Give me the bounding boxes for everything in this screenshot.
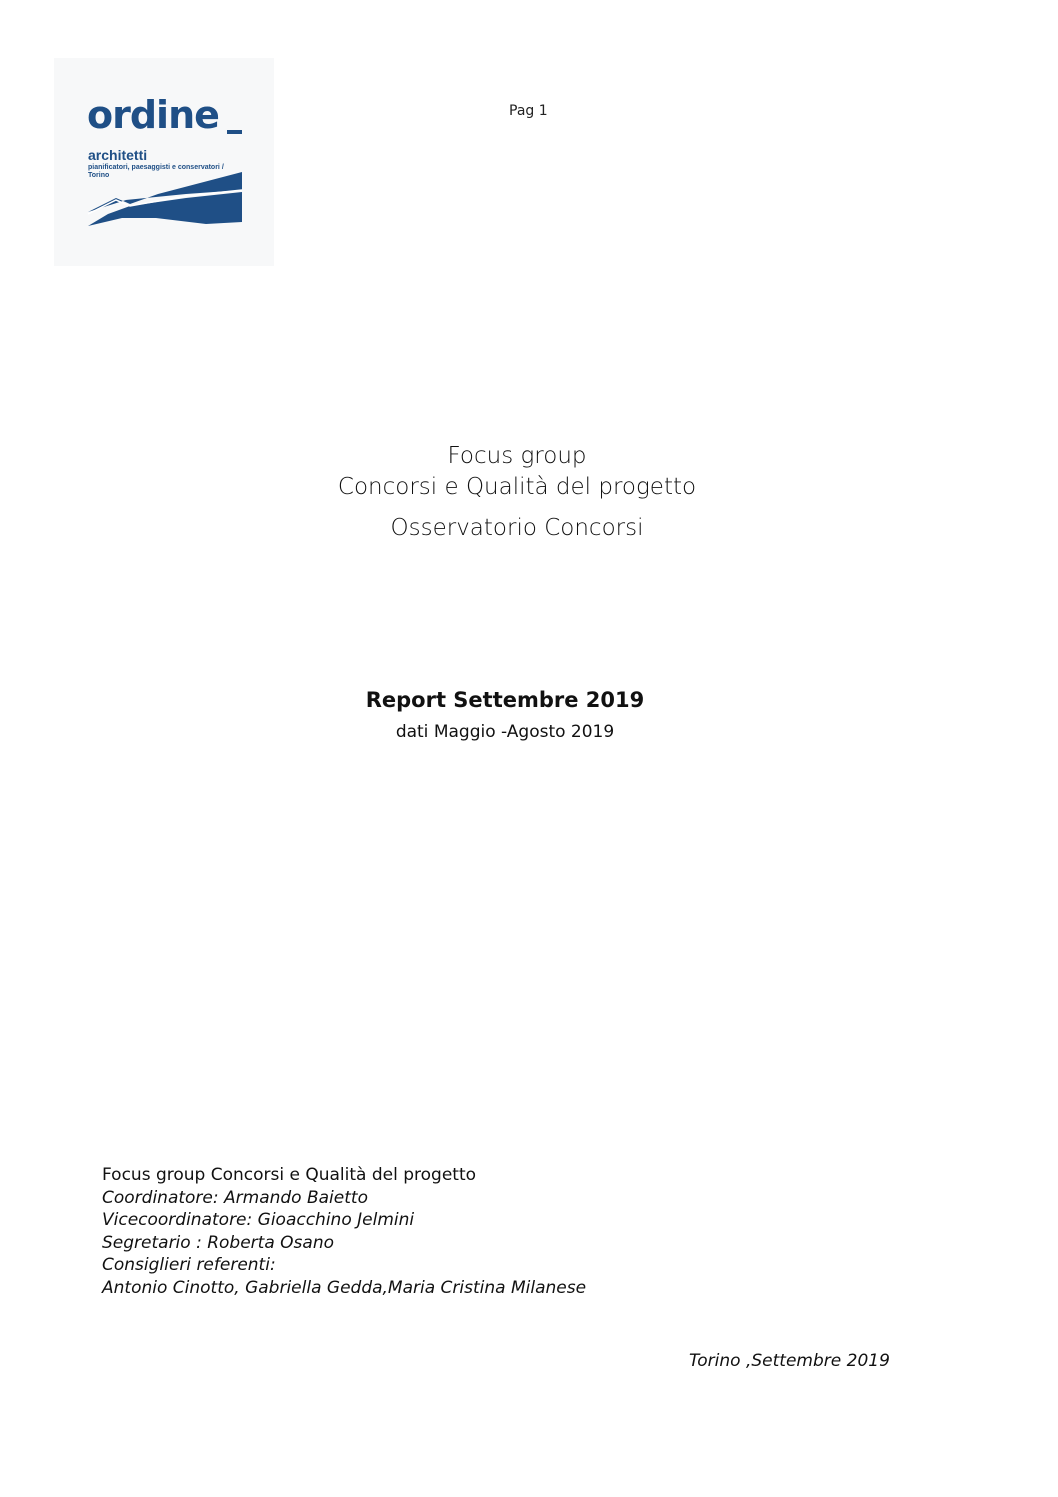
credits-secretary: Segretario : Roberta Osano xyxy=(102,1232,334,1253)
report-subtitle: dati Maggio -Agosto 2019 xyxy=(395,722,615,742)
logo-word: ordine xyxy=(87,93,219,137)
credits-vice-coordinator: Vicecoordinatore: Gioacchino Jelmini xyxy=(102,1210,415,1230)
report-title: Report Settembre 2019 xyxy=(365,688,645,712)
ordine-architetti-logo xyxy=(54,58,274,266)
logo-subtitle: architetti xyxy=(88,147,148,163)
title-line-2: Concorsi e Qualità del progetto xyxy=(337,474,697,500)
credits-councillors-label: Consiglieri referenti: xyxy=(102,1255,276,1275)
credits-councillors-names: Antonio Cinotto, Gabriella Gedda,Maria Cristina Milanese xyxy=(102,1277,587,1298)
logo-landscape-icon xyxy=(86,170,246,228)
logo-dash xyxy=(227,130,242,134)
credits-heading: Focus group Concorsi e Qualità del progetto xyxy=(102,1165,477,1185)
place-date: Torino ,Settembre 2019 xyxy=(689,1351,890,1371)
page-number: Pag 1 xyxy=(509,103,548,119)
credits-coordinator: Coordinatore: Armando Baietto xyxy=(102,1187,368,1208)
title-line-1: Focus group xyxy=(447,443,587,469)
logo-tagline: pianificatori, paesaggisti e conservatori / Torino xyxy=(88,164,224,179)
credits-block xyxy=(102,1164,586,1299)
title-line-3: Osservatorio Concorsi xyxy=(390,515,644,541)
